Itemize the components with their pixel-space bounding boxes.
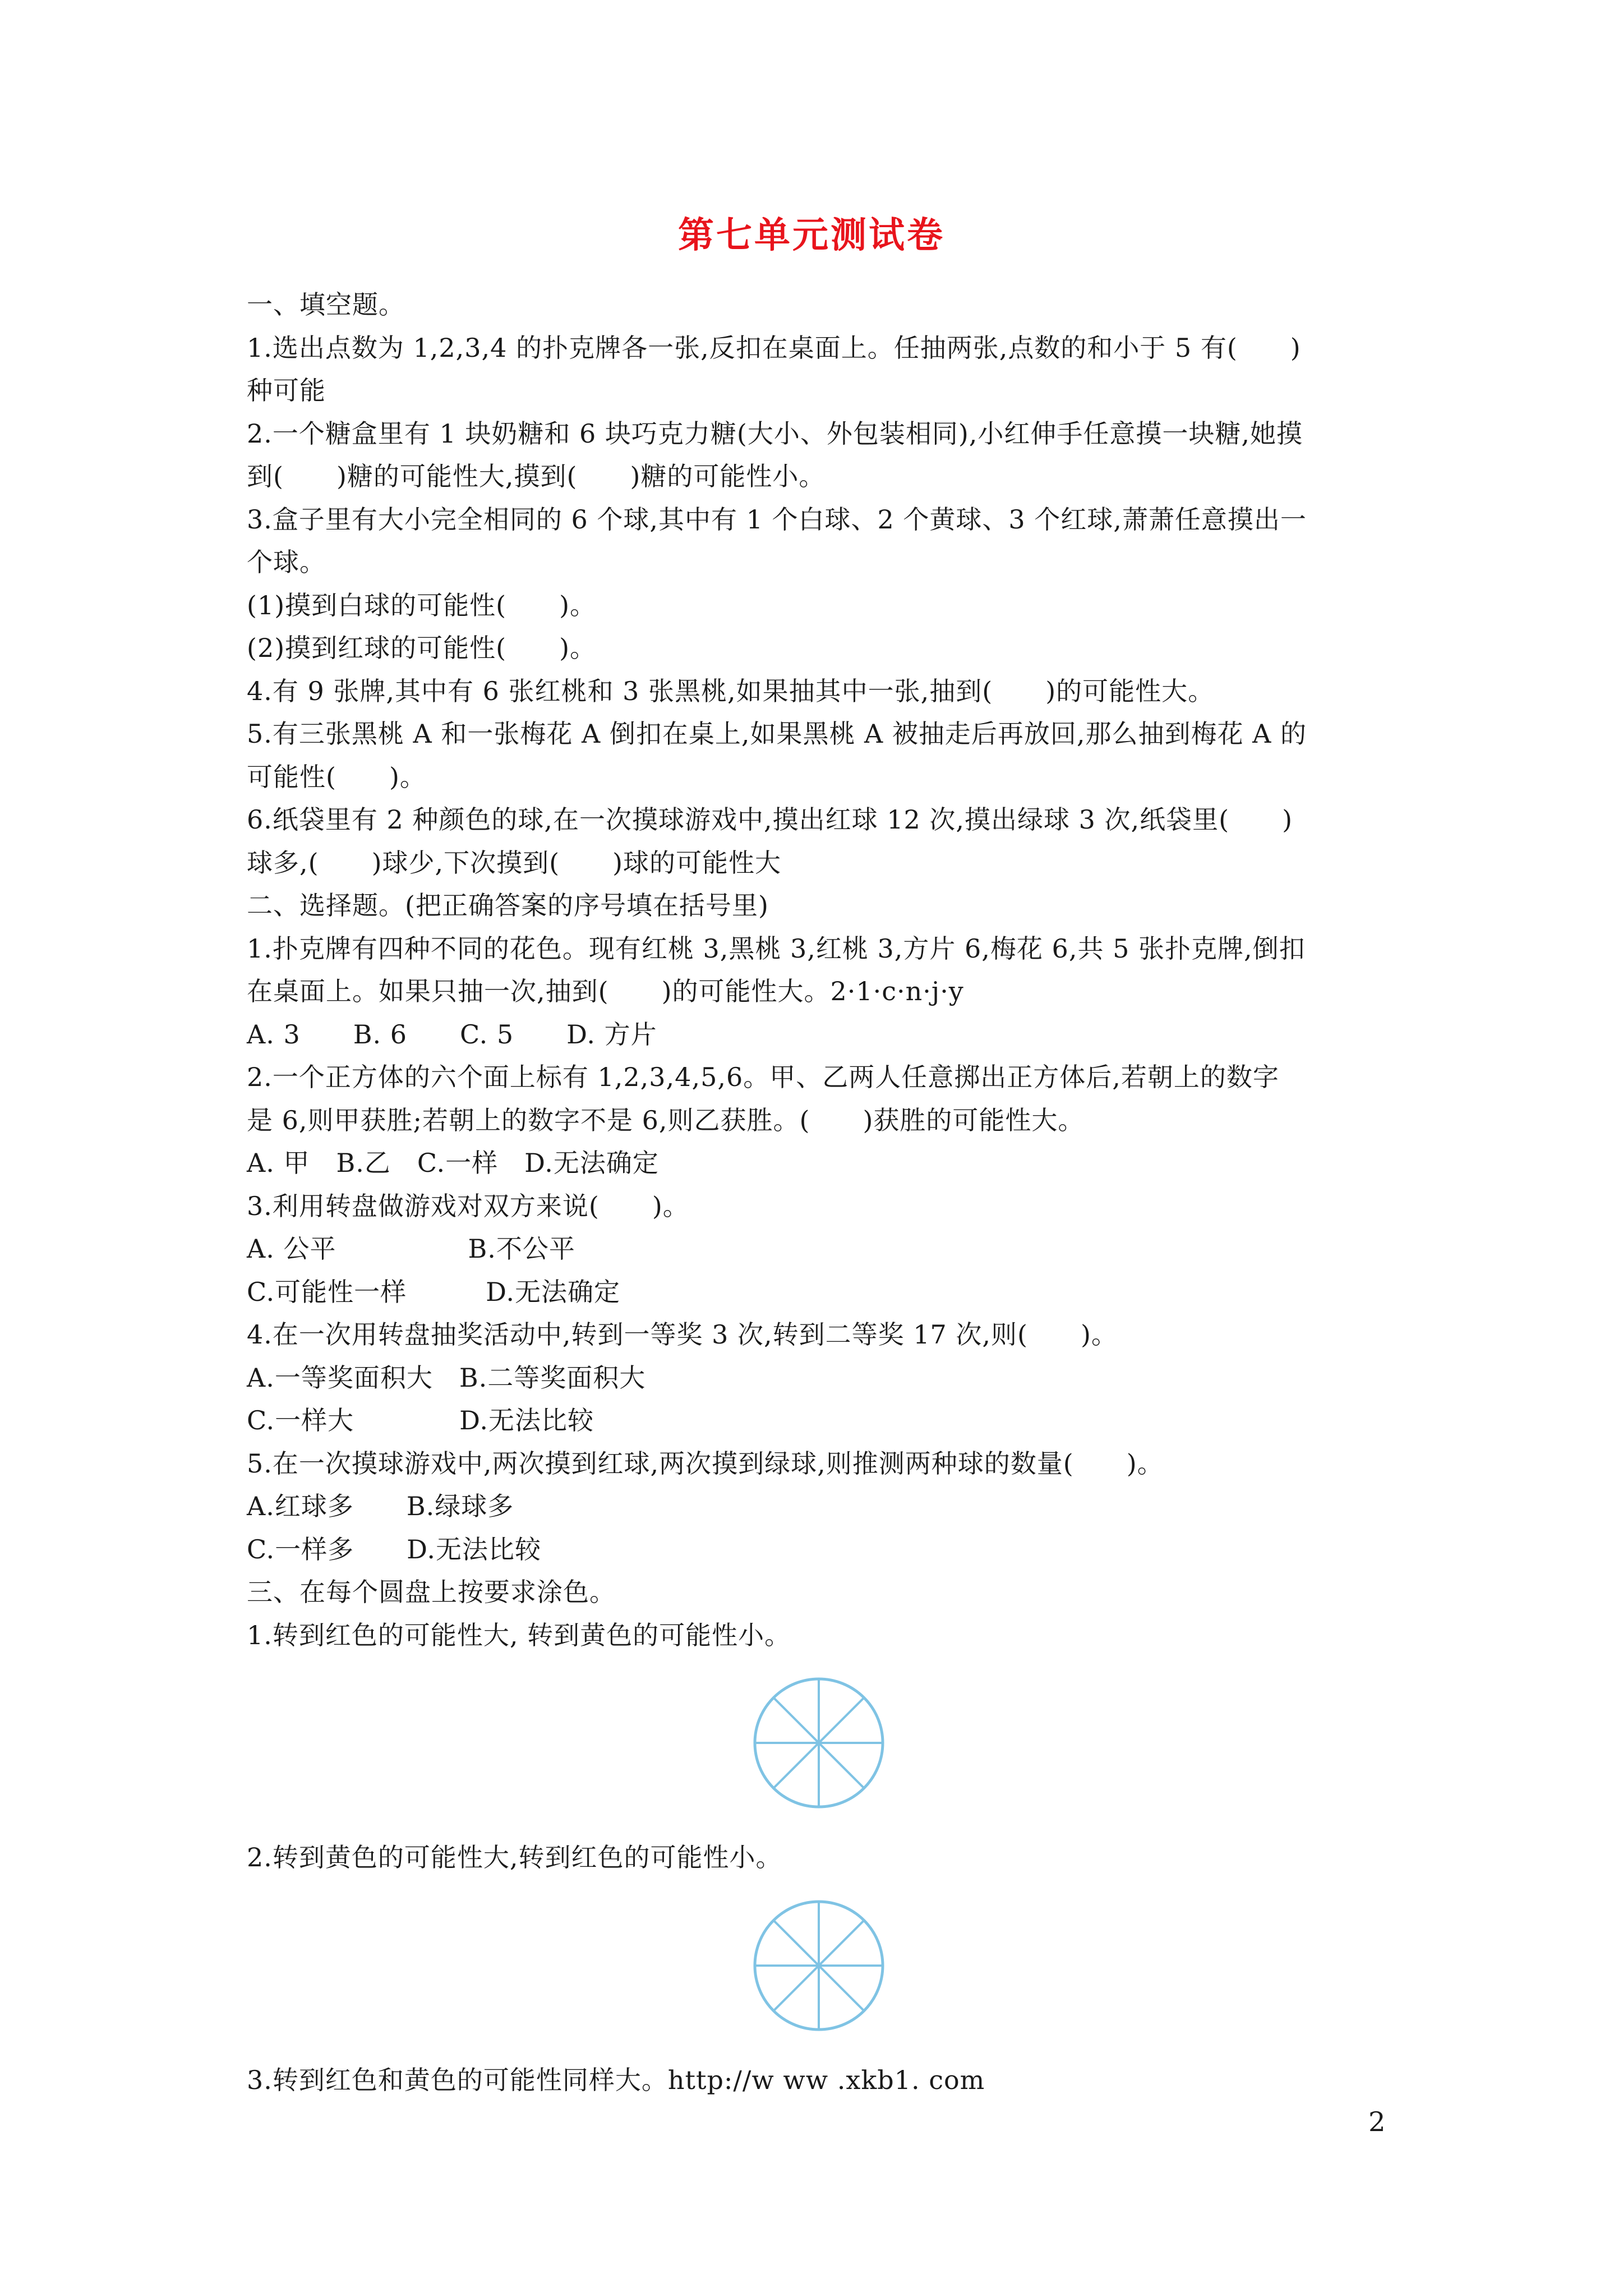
page-number: 2 <box>1368 2106 1386 2138</box>
answer-options: A.红球多 B.绿球多 <box>247 1491 514 1521</box>
answer-options: A. 公平 B.不公平 <box>247 1234 575 1264</box>
spinner-wheel-2 <box>247 1879 1402 2059</box>
question-line: 4.有 9 张牌,其中有 6 张红桃和 3 张黑桃,如果抽其中一张,抽到( )的可能性大。 <box>247 675 1215 706</box>
question-line: 4.在一次用转盘抽奖活动中,转到一等奖 3 次,转到二等奖 17 次,则( )。 <box>247 1319 1118 1350</box>
question-line: 2.一个正方体的六个面上标有 1,2,3,4,5,6。甲、乙两人任意掷出正方体后,若朝上的数字 <box>247 1062 1279 1092</box>
answer-options: A. 甲 B.乙 C.一样 D.无法确定 <box>247 1148 659 1178</box>
section-heading-multiple-choice: 二、选择题。(把正确答案的序号填在括号里) <box>247 890 769 921</box>
answer-options: C.一样大 D.无法比较 <box>247 1405 594 1435</box>
question-line: 6.纸袋里有 2 种颜色的球,在一次摸球游戏中,摸出红球 12 次,摸出绿球 3 次,纸袋里( ) <box>247 804 1293 835</box>
question-line: 1.转到红色的可能性大, 转到黄色的可能性小。 <box>247 1619 791 1650</box>
question-line: (1)摸到白球的可能性( )。 <box>247 590 597 620</box>
page-title: 第七单元测试卷 <box>678 214 945 256</box>
question-line: 是 6,则甲获胜;若朝上的数字不是 6,则乙获胜。( )获胜的可能性大。 <box>247 1105 1085 1135</box>
answer-options: C.可能性一样 D.无法确定 <box>247 1276 621 1307</box>
spinner-wheel-icon <box>751 1676 886 1810</box>
question-line: 球多,( )球少,下次摸到( )球的可能性大 <box>247 847 782 878</box>
document-body <box>247 283 1402 2101</box>
question-line: 2.一个糖盒里有 1 块奶糖和 6 块巧克力糖(大小、外包装相同),小红伸手任意摸一块糖,她摸 <box>247 418 1303 449</box>
question-line: 5.在一次摸球游戏中,两次摸到红球,两次摸到绿球,则推测两种球的数量( )。 <box>247 1448 1164 1479</box>
answer-options: A.一等奖面积大 B.二等奖面积大 <box>247 1362 646 1393</box>
question-line: 5.有三张黑桃 A 和一张梅花 A 倒扣在桌上,如果黑桃 A 被抽走后再放回,那么抽到梅花 A 的 <box>247 719 1307 749</box>
answer-options: A. 3 B. 6 C. 5 D. 方片 <box>247 1019 657 1050</box>
section-heading-fill-blank: 一、填空题。 <box>247 289 405 320</box>
question-line: 3.转到红色和黄色的可能性同样大。http://w ww .xkb1. com <box>247 2064 985 2095</box>
question-line: 2.转到黄色的可能性大,转到红色的可能性小。 <box>247 1842 782 1872</box>
question-line: (2)摸到红球的可能性( )。 <box>247 633 597 663</box>
question-line: 种可能 <box>247 375 326 406</box>
question-line: 1.选出点数为 1,2,3,4 的扑克牌各一张,反扣在桌面上。任抽两张,点数的和小于 5 有( ) <box>247 332 1301 363</box>
spinner-wheel-1 <box>247 1657 1402 1836</box>
question-line: 可能性( )。 <box>247 761 426 792</box>
question-line: 3.利用转盘做游戏对双方来说( )。 <box>247 1190 689 1221</box>
question-line: 1.扑克牌有四种不同的花色。现有红桃 3,黑桃 3,红桃 3,方片 6,梅花 6,共 5 张扑克牌,倒扣 <box>247 933 1306 964</box>
spinner-wheel-icon <box>751 1898 886 2033</box>
answer-options: C.一样多 D.无法比较 <box>247 1534 542 1565</box>
question-line: 在桌面上。如果只抽一次,抽到( )的可能性大。2·1·c·n·j·y <box>247 976 964 1006</box>
section-heading-coloring: 三、在每个圆盘上按要求涂色。 <box>247 1577 616 1607</box>
question-line: 到( )糖的可能性大,摸到( )糖的可能性小。 <box>247 461 826 491</box>
question-line: 个球。 <box>247 547 326 577</box>
question-line: 3.盒子里有大小完全相同的 6 个球,其中有 1 个白球、2 个黄球、3 个红球,萧萧任意摸出一 <box>247 504 1307 535</box>
